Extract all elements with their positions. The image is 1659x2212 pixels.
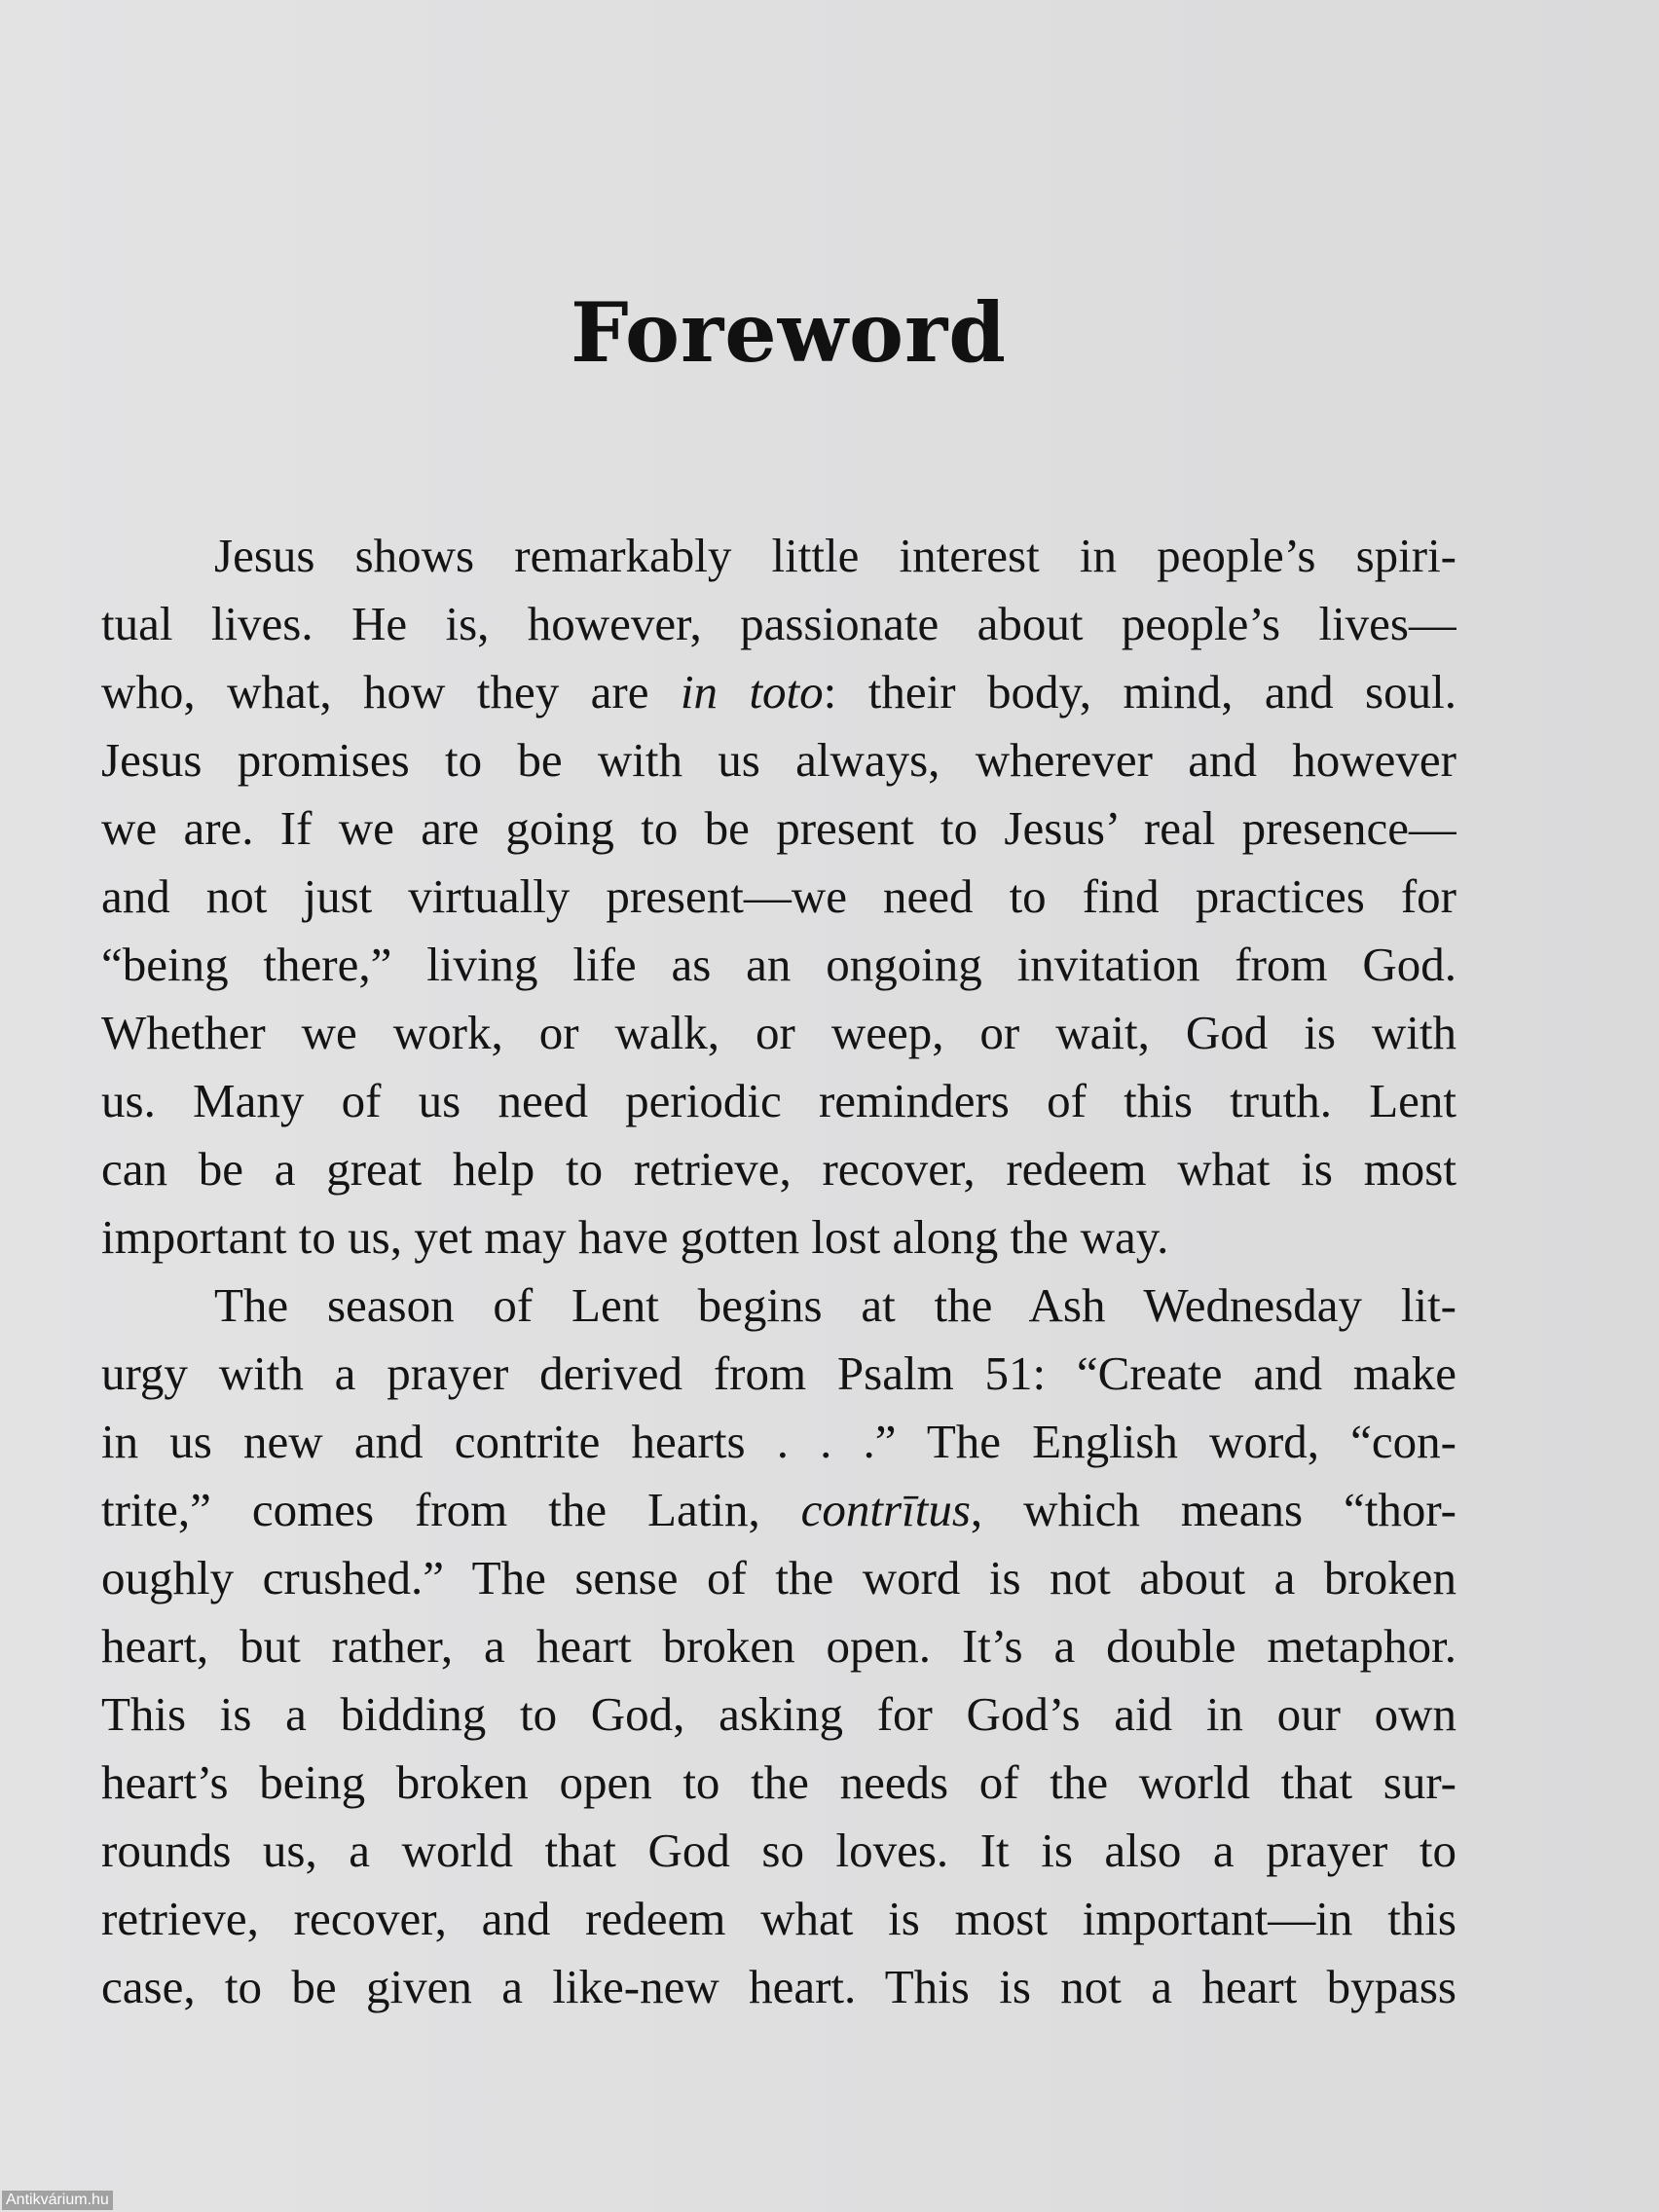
site-watermark: Antikvárium.hu <box>2 2191 113 2210</box>
italic-phrase: contrītus <box>800 1483 971 1536</box>
page-title: Foreword <box>570 284 1008 381</box>
text-line: in us new and contrite hearts . . .” The English word, “con- <box>101 1415 1456 1468</box>
text-line: heart, but rather, a heart broken open. It’s a double metaphor. <box>101 1619 1456 1673</box>
paragraph-2 <box>101 1272 1456 2021</box>
italic-phrase: in toto <box>680 665 824 719</box>
text-line: “being there,” living life as an ongoing invitation from God. <box>101 938 1456 991</box>
text-line: oughly crushed.” The sense of the word is not about a broken <box>101 1551 1456 1604</box>
text-line: heart’s being broken open to the needs of the world that sur- <box>101 1755 1456 1809</box>
text-line: This is a bidding to God, asking for God’s aid in our own <box>101 1687 1456 1741</box>
text-segment: trite,” comes from the Latin, <box>101 1483 801 1536</box>
text-line: and not just virtually present—we need to find practices for <box>101 869 1456 923</box>
text-line: important to us, yet may have gotten lost along the way. <box>101 1210 1169 1264</box>
text-line <box>101 658 1456 726</box>
text-line: retrieve, recover, and redeem what is most important—in this <box>101 1892 1456 1945</box>
text-line: The season of Lent begins at the Ash Wednesday lit- <box>214 1278 1456 1332</box>
text-line: case, to be given a like-new heart. This is not a heart bypass <box>101 1960 1456 2013</box>
text-line: us. Many of us need periodic reminders of this truth. Lent <box>101 1074 1456 1127</box>
text-segment: who, what, how they are <box>101 665 681 719</box>
text-line: rounds us, a world that God so loves. It is also a prayer to <box>101 1824 1456 1877</box>
text-line: we are. If we are going to be present to Jesus’ real presence— <box>101 801 1456 855</box>
text-line: Jesus shows remarkably little interest in people’s spiri- <box>214 529 1456 582</box>
text-line: can be a great help to retrieve, recover, redeem what is most <box>101 1142 1456 1196</box>
text-line: urgy with a prayer derived from Psalm 51: “Create and make <box>101 1346 1456 1400</box>
text-line: Jesus promises to be with us always, wherever and however <box>101 733 1456 787</box>
text-segment: : their body, mind, and soul. <box>823 665 1456 719</box>
text-line <box>101 1476 1456 1544</box>
text-segment: , which means “thor- <box>970 1483 1456 1536</box>
text-line: tual lives. He is, however, passionate about people’s lives— <box>101 597 1456 650</box>
text-line: Whether we work, or walk, or weep, or wait, God is with <box>101 1006 1456 1059</box>
paragraph-1 <box>101 522 1456 1272</box>
body-text <box>101 522 1456 2021</box>
